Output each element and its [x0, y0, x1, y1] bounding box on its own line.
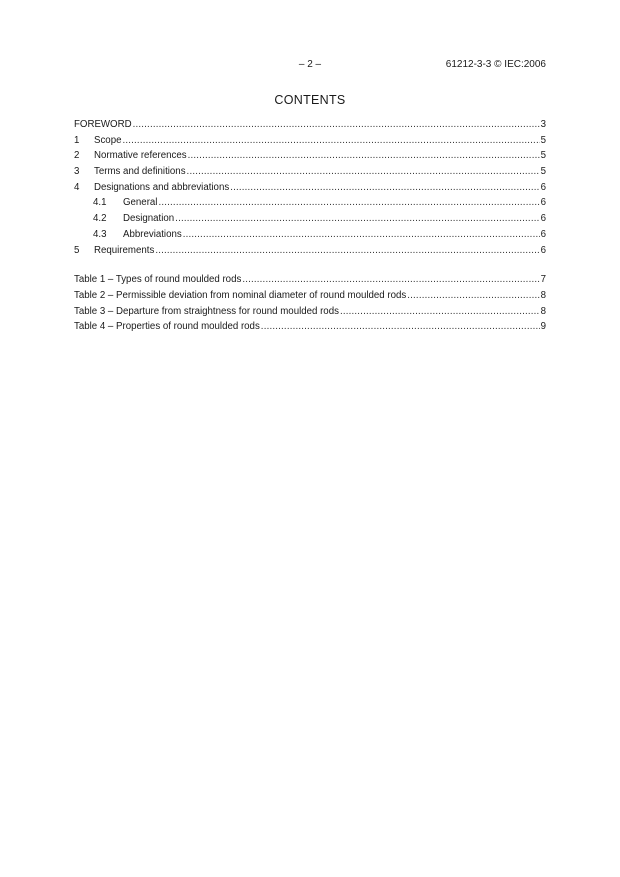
toc-entry-foreword[interactable]	[74, 117, 546, 133]
toc-entry-number: 2	[74, 150, 80, 162]
toc-entry-label: Table 4 – Properties of round moulded rods	[74, 321, 260, 333]
toc-entry-label: Scope	[94, 134, 122, 146]
dot-leader	[187, 164, 540, 180]
toc-entry-requirements[interactable]	[74, 243, 546, 259]
toc-entry-label: Requirements	[94, 244, 155, 256]
dot-leader	[133, 117, 540, 133]
toc-entry-page: 3	[540, 119, 546, 130]
dot-leader	[122, 133, 539, 149]
toc-entry-label: FOREWORD	[74, 119, 132, 130]
dot-leader	[183, 227, 540, 243]
toc-entry-scope[interactable]	[74, 133, 546, 149]
dot-leader	[340, 304, 540, 320]
toc-entry-number: 3	[74, 166, 80, 178]
toc-entry-number: 5	[74, 244, 80, 256]
toc-entry-label: Abbreviations	[123, 228, 182, 240]
toc-entry-number: 4.1	[93, 197, 107, 209]
dot-leader	[188, 148, 540, 164]
dot-leader	[155, 243, 539, 259]
toc-entry-label: Table 2 – Permissible deviation from nominal diameter of round moulded rods	[74, 289, 407, 301]
dot-leader	[175, 211, 539, 227]
toc-entry-label: Table 3 – Departure from straightness for round moulded rods	[74, 305, 339, 317]
toc-entry-normative-references[interactable]	[74, 148, 546, 164]
toc-entry-page: 6	[540, 181, 546, 193]
toc-entry-label: Designations and abbreviations	[94, 181, 230, 193]
toc-entry-page: 6	[540, 244, 546, 256]
toc-entry-label: General	[123, 197, 158, 209]
toc-entry-page: 5	[540, 134, 546, 146]
toc-entry-number: 4	[74, 181, 80, 193]
toc-entry-terms-and-definitions[interactable]	[74, 164, 546, 180]
toc-entry-page: 8	[540, 305, 546, 317]
toc-entry-number: 4.2	[93, 213, 107, 225]
toc-entry-page: 6	[540, 228, 546, 240]
toc-entry-page: 6	[540, 197, 546, 209]
dot-leader	[158, 195, 539, 211]
toc-entry-table-3[interactable]	[74, 304, 546, 320]
dot-leader	[242, 272, 539, 288]
dot-leader	[407, 288, 539, 304]
toc-entry-page: 5	[540, 166, 546, 178]
section-spacer	[74, 258, 546, 272]
toc-entry-table-1[interactable]	[74, 272, 546, 288]
toc-entry-number: 1	[74, 134, 80, 146]
toc-entry-page: 5	[540, 150, 546, 162]
toc-entry-designations-and-abbreviations[interactable]	[74, 180, 546, 196]
toc-entry-designation[interactable]	[74, 211, 546, 227]
toc-entry-label: Normative references	[94, 150, 187, 162]
toc-entry-table-2[interactable]	[74, 288, 546, 304]
toc-entry-page: 9	[540, 321, 546, 333]
contents-title: CONTENTS	[274, 93, 346, 107]
toc-entry-number: 4.3	[93, 228, 107, 240]
toc-entry-page: 8	[540, 289, 546, 301]
toc-entry-label: Designation	[123, 213, 175, 225]
dot-leader	[230, 180, 539, 196]
toc-entry-page: 7	[540, 274, 546, 286]
dot-leader	[261, 319, 540, 335]
toc-entry-abbreviations[interactable]	[74, 227, 546, 243]
toc-entry-general[interactable]	[74, 195, 546, 211]
page-number: – 2 –	[298, 59, 322, 70]
toc-entry-page: 6	[540, 213, 546, 225]
table-of-contents	[74, 117, 546, 335]
toc-entry-label: Table 1 – Types of round moulded rods	[74, 274, 242, 286]
toc-entry-table-4[interactable]	[74, 319, 546, 335]
toc-entry-label: Terms and definitions	[94, 166, 186, 178]
document-reference: 61212-3-3 © IEC:2006	[445, 59, 546, 70]
